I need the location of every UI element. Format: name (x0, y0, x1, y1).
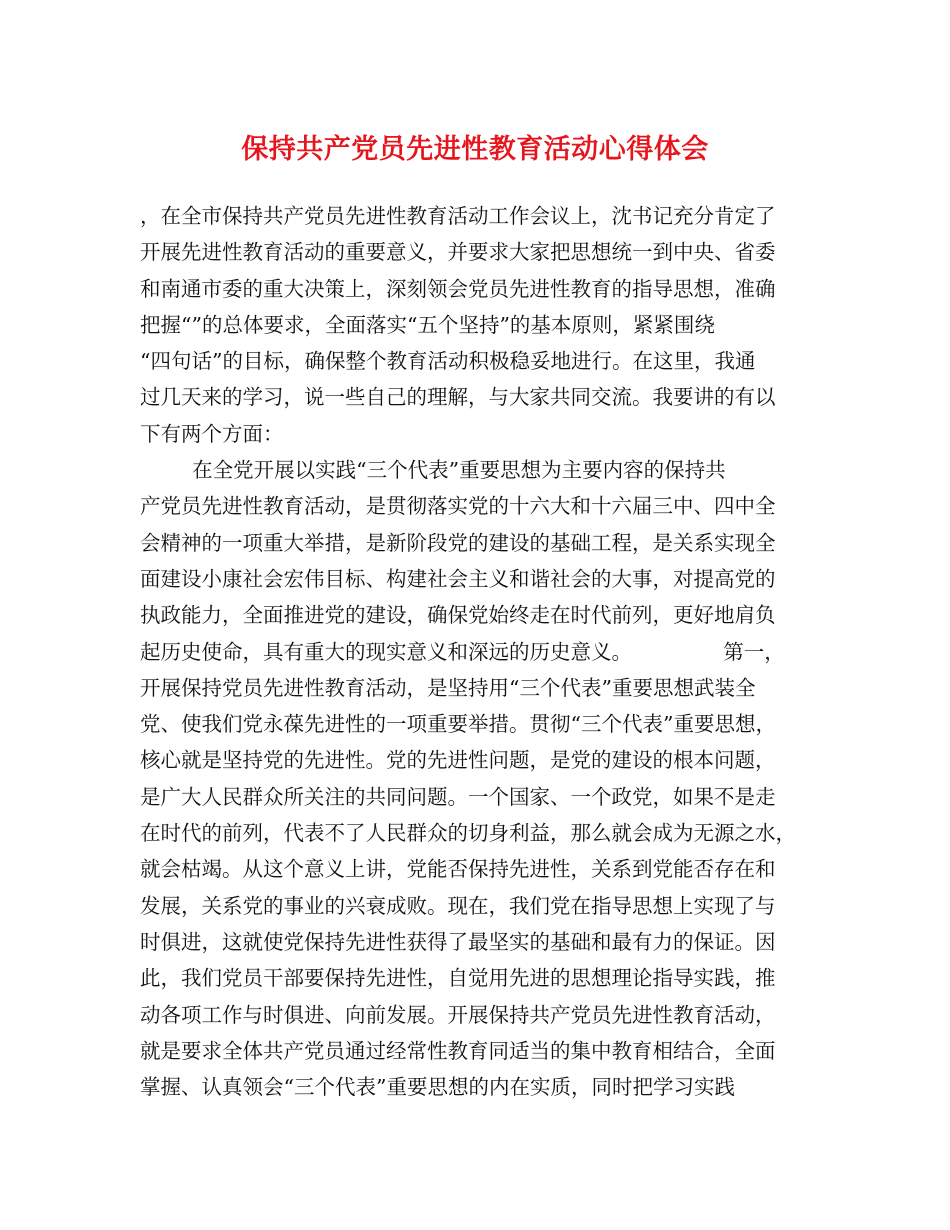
body-line: 动各项工作与时俱进、向前发展。开展保持共产党员先进性教育活动， (140, 1002, 776, 1027)
body-line: 就是要求全体共产党员通过经常性教育同适当的集中教育相结合，全面 (140, 1038, 776, 1063)
body-line: 就会枯竭。从这个意义上讲，党能否保持先进性，关系到党能否存在和 (140, 857, 776, 882)
body-line: 时俱进，这就使党保持先进性获得了最坚实的基础和最有力的保证。因 (140, 929, 776, 954)
body-line: 把握“”的总体要求，全面落实“五个坚持”的基本原则，紧紧围绕 (140, 312, 715, 337)
body-line: 下有两个方面： (140, 421, 284, 446)
body-line: 起历史使命，具有重大的现实意义和深远的历史意义。 第一， (140, 639, 785, 664)
document-title: 保持共产党员先进性教育活动心得体会 (241, 134, 709, 165)
body-line: 过几天来的学习，说一些自己的理解，与大家共同交流。我要讲的有以 (140, 385, 776, 410)
body-line: 在全党开展以实践“三个代表”重要思想为主要内容的保持共 (140, 458, 726, 483)
body-line: 面建设小康社会宏伟目标、构建社会主义和谐社会的大事，对提高党的 (140, 566, 776, 591)
document-body (140, 198, 830, 1105)
body-line: 产党员先进性教育活动，是贯彻落实党的十六大和十六届三中、四中全 (140, 494, 776, 519)
body-line: 开展保持党员先进性教育活动，是坚持用“三个代表”重要思想武装全 (140, 675, 756, 700)
body-line: 党、使我们党永葆先进性的一项重要举措。贯彻“三个代表”重要思想， (140, 712, 776, 737)
body-line: 在时代的前列，代表不了人民群众的切身利益，那么就会成为无源之水， (140, 821, 796, 846)
body-line: 开展先进性教育活动的重要意义，并要求大家把思想统一到中央、省委 (140, 240, 776, 265)
body-line: 是广大人民群众所关注的共同问题。一个国家、一个政党，如果不是走 (140, 784, 776, 809)
body-line: 核心就是坚持党的先进性。党的先进性问题，是党的建设的根本问题， (140, 748, 776, 773)
body-line: ，在全市保持共产党员先进性教育活动工作会议上，沈书记充分肯定了 (140, 204, 776, 228)
body-line: 和南通市委的重大决策上，深刻领会党员先进性教育的指导思想，准确 (140, 276, 776, 301)
body-line: 会精神的一项重大举措，是新阶段党的建设的基础工程，是关系实现全 (140, 530, 776, 555)
body-line: “四句话”的目标，确保整个教育活动积极稳妥地进行。在这里，我通 (140, 349, 756, 374)
body-line: 掌握、认真领会“三个代表”重要思想的内在实质，同时把学习实践 (140, 1075, 735, 1100)
body-line: 此，我们党员干部要保持先进性，自觉用先进的思想理论指导实践，推 (140, 966, 776, 991)
body-line: 执政能力，全面推进党的建设，确保党始终走在时代前列，更好地肩负 (140, 603, 776, 628)
body-line: 发展，关系党的事业的兴衰成败。现在，我们党在指导思想上实现了与 (140, 893, 776, 918)
